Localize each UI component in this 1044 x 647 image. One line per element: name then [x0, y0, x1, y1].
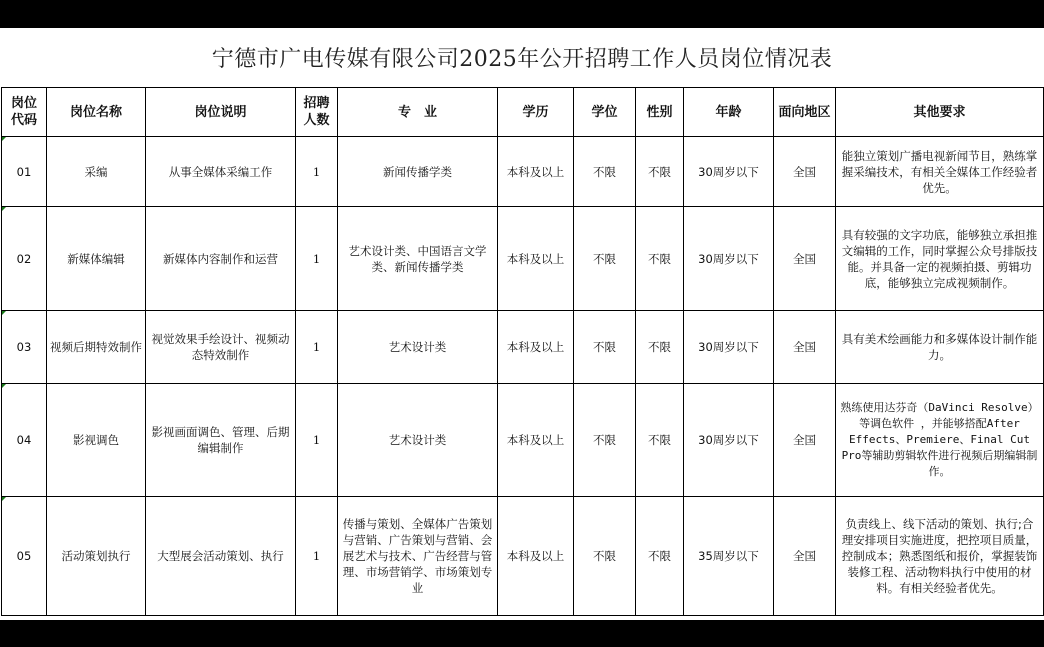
- cell-name: 新媒体编辑: [47, 207, 146, 311]
- cell-desc: 影视画面调色、管理、后期编辑制作: [146, 384, 296, 497]
- cell-major: 新闻传播学类: [338, 137, 498, 207]
- cell-name: 活动策划执行: [47, 497, 146, 616]
- cell-desc: 从事全媒体采编工作: [146, 137, 296, 207]
- cell-gender: 不限: [636, 207, 684, 311]
- cell-count: 1: [296, 311, 338, 384]
- header-education: 学历: [498, 88, 574, 137]
- header-name: 岗位名称: [47, 88, 146, 137]
- header-major: 专 业: [338, 88, 498, 137]
- cell-age: 30周岁以下: [684, 137, 774, 207]
- cell-name: 采编: [47, 137, 146, 207]
- positions-table: [1, 87, 1044, 616]
- header-gender: 性别: [636, 88, 684, 137]
- cell-other: 具有较强的文字功底，能够独立承担推文编辑的工作，同时掌握公众号排版技能。并具备一定的视频拍摄、剪辑功底，能够独立完成视频制作。: [836, 207, 1044, 311]
- cell-major: 艺术设计类、中国语言文学类、新闻传播学类: [338, 207, 498, 311]
- cell-degree: 不限: [574, 137, 636, 207]
- cell-age: 30周岁以下: [684, 207, 774, 311]
- cell-desc: 新媒体内容制作和运营: [146, 207, 296, 311]
- cell-name: 影视调色: [47, 384, 146, 497]
- cell-other: 具有美术绘画能力和多媒体设计制作能力。: [836, 311, 1044, 384]
- table-row: [2, 384, 1044, 497]
- cell-education: 本科及以上: [498, 497, 574, 616]
- cell-degree: 不限: [574, 497, 636, 616]
- cell-gender: 不限: [636, 384, 684, 497]
- cell-other: 熟练使用达芬奇（DaVinci Resolve）等调色软件 ，并能够搭配After Effects、Premiere、Final Cut Pro等辅助剪辑软件进行视频后期编辑制作。: [836, 384, 1044, 497]
- header-code: 岗位代码: [2, 88, 47, 137]
- cell-degree: 不限: [574, 384, 636, 497]
- header-region: 面向地区: [774, 88, 836, 137]
- cell-other: 能独立策划广播电视新闻节目，熟练掌握采编技术，有相关全媒体工作经验者优先。: [836, 137, 1044, 207]
- cell-major: 艺术设计类: [338, 311, 498, 384]
- header-row: [2, 88, 1044, 137]
- cell-count: 1: [296, 207, 338, 311]
- cell-education: 本科及以上: [498, 311, 574, 384]
- cell-gender: 不限: [636, 137, 684, 207]
- cell-age: 30周岁以下: [684, 311, 774, 384]
- cell-desc: 视觉效果手绘设计、视频动态特效制作: [146, 311, 296, 384]
- header-age: 年龄: [684, 88, 774, 137]
- cell-count: 1: [296, 384, 338, 497]
- header-other: 其他要求: [836, 88, 1044, 137]
- cell-age: 35周岁以下: [684, 497, 774, 616]
- cell-education: 本科及以上: [498, 207, 574, 311]
- cell-major: 艺术设计类: [338, 384, 498, 497]
- cell-other: 负责线上、线下活动的策划、执行;合理安排项目实施进度，把控项目质量，控制成本；熟悉图纸和报价，掌握装饰装修工程、活动物料执行中使用的材料。有相关经验者优先。: [836, 497, 1044, 616]
- cell-region: 全国: [774, 497, 836, 616]
- page-title: 宁德市广电传媒有限公司2025年公开招聘工作人员岗位情况表: [211, 47, 833, 72]
- cell-degree: 不限: [574, 311, 636, 384]
- cell-name: 视频后期特效制作: [47, 311, 146, 384]
- header-count: 招聘人数: [296, 88, 338, 137]
- header-desc: 岗位说明: [146, 88, 296, 137]
- cell-code: 04: [2, 384, 47, 497]
- table-row: [2, 137, 1044, 207]
- table-row: [2, 497, 1044, 616]
- cell-code: 02: [2, 207, 47, 311]
- cell-desc: 大型展会活动策划、执行: [146, 497, 296, 616]
- cell-degree: 不限: [574, 207, 636, 311]
- header-degree: 学位: [574, 88, 636, 137]
- table-row: [2, 311, 1044, 384]
- cell-region: 全国: [774, 384, 836, 497]
- recruitment-sheet: [0, 28, 1044, 620]
- cell-education: 本科及以上: [498, 137, 574, 207]
- cell-code: 03: [2, 311, 47, 384]
- cell-gender: 不限: [636, 497, 684, 616]
- cell-code: 01: [2, 137, 47, 207]
- cell-code: 05: [2, 497, 47, 616]
- cell-count: 1: [296, 497, 338, 616]
- cell-region: 全国: [774, 137, 836, 207]
- cell-region: 全国: [774, 311, 836, 384]
- cell-region: 全国: [774, 207, 836, 311]
- cell-major: 传播与策划、全媒体广告策划与营销、广告策划与营销、会展艺术与技术、广告经营与管理、市场营销学、市场策划专业: [338, 497, 498, 616]
- table-row: [2, 207, 1044, 311]
- cell-education: 本科及以上: [498, 384, 574, 497]
- cell-gender: 不限: [636, 311, 684, 384]
- cell-count: 1: [296, 137, 338, 207]
- cell-age: 30周岁以下: [684, 384, 774, 497]
